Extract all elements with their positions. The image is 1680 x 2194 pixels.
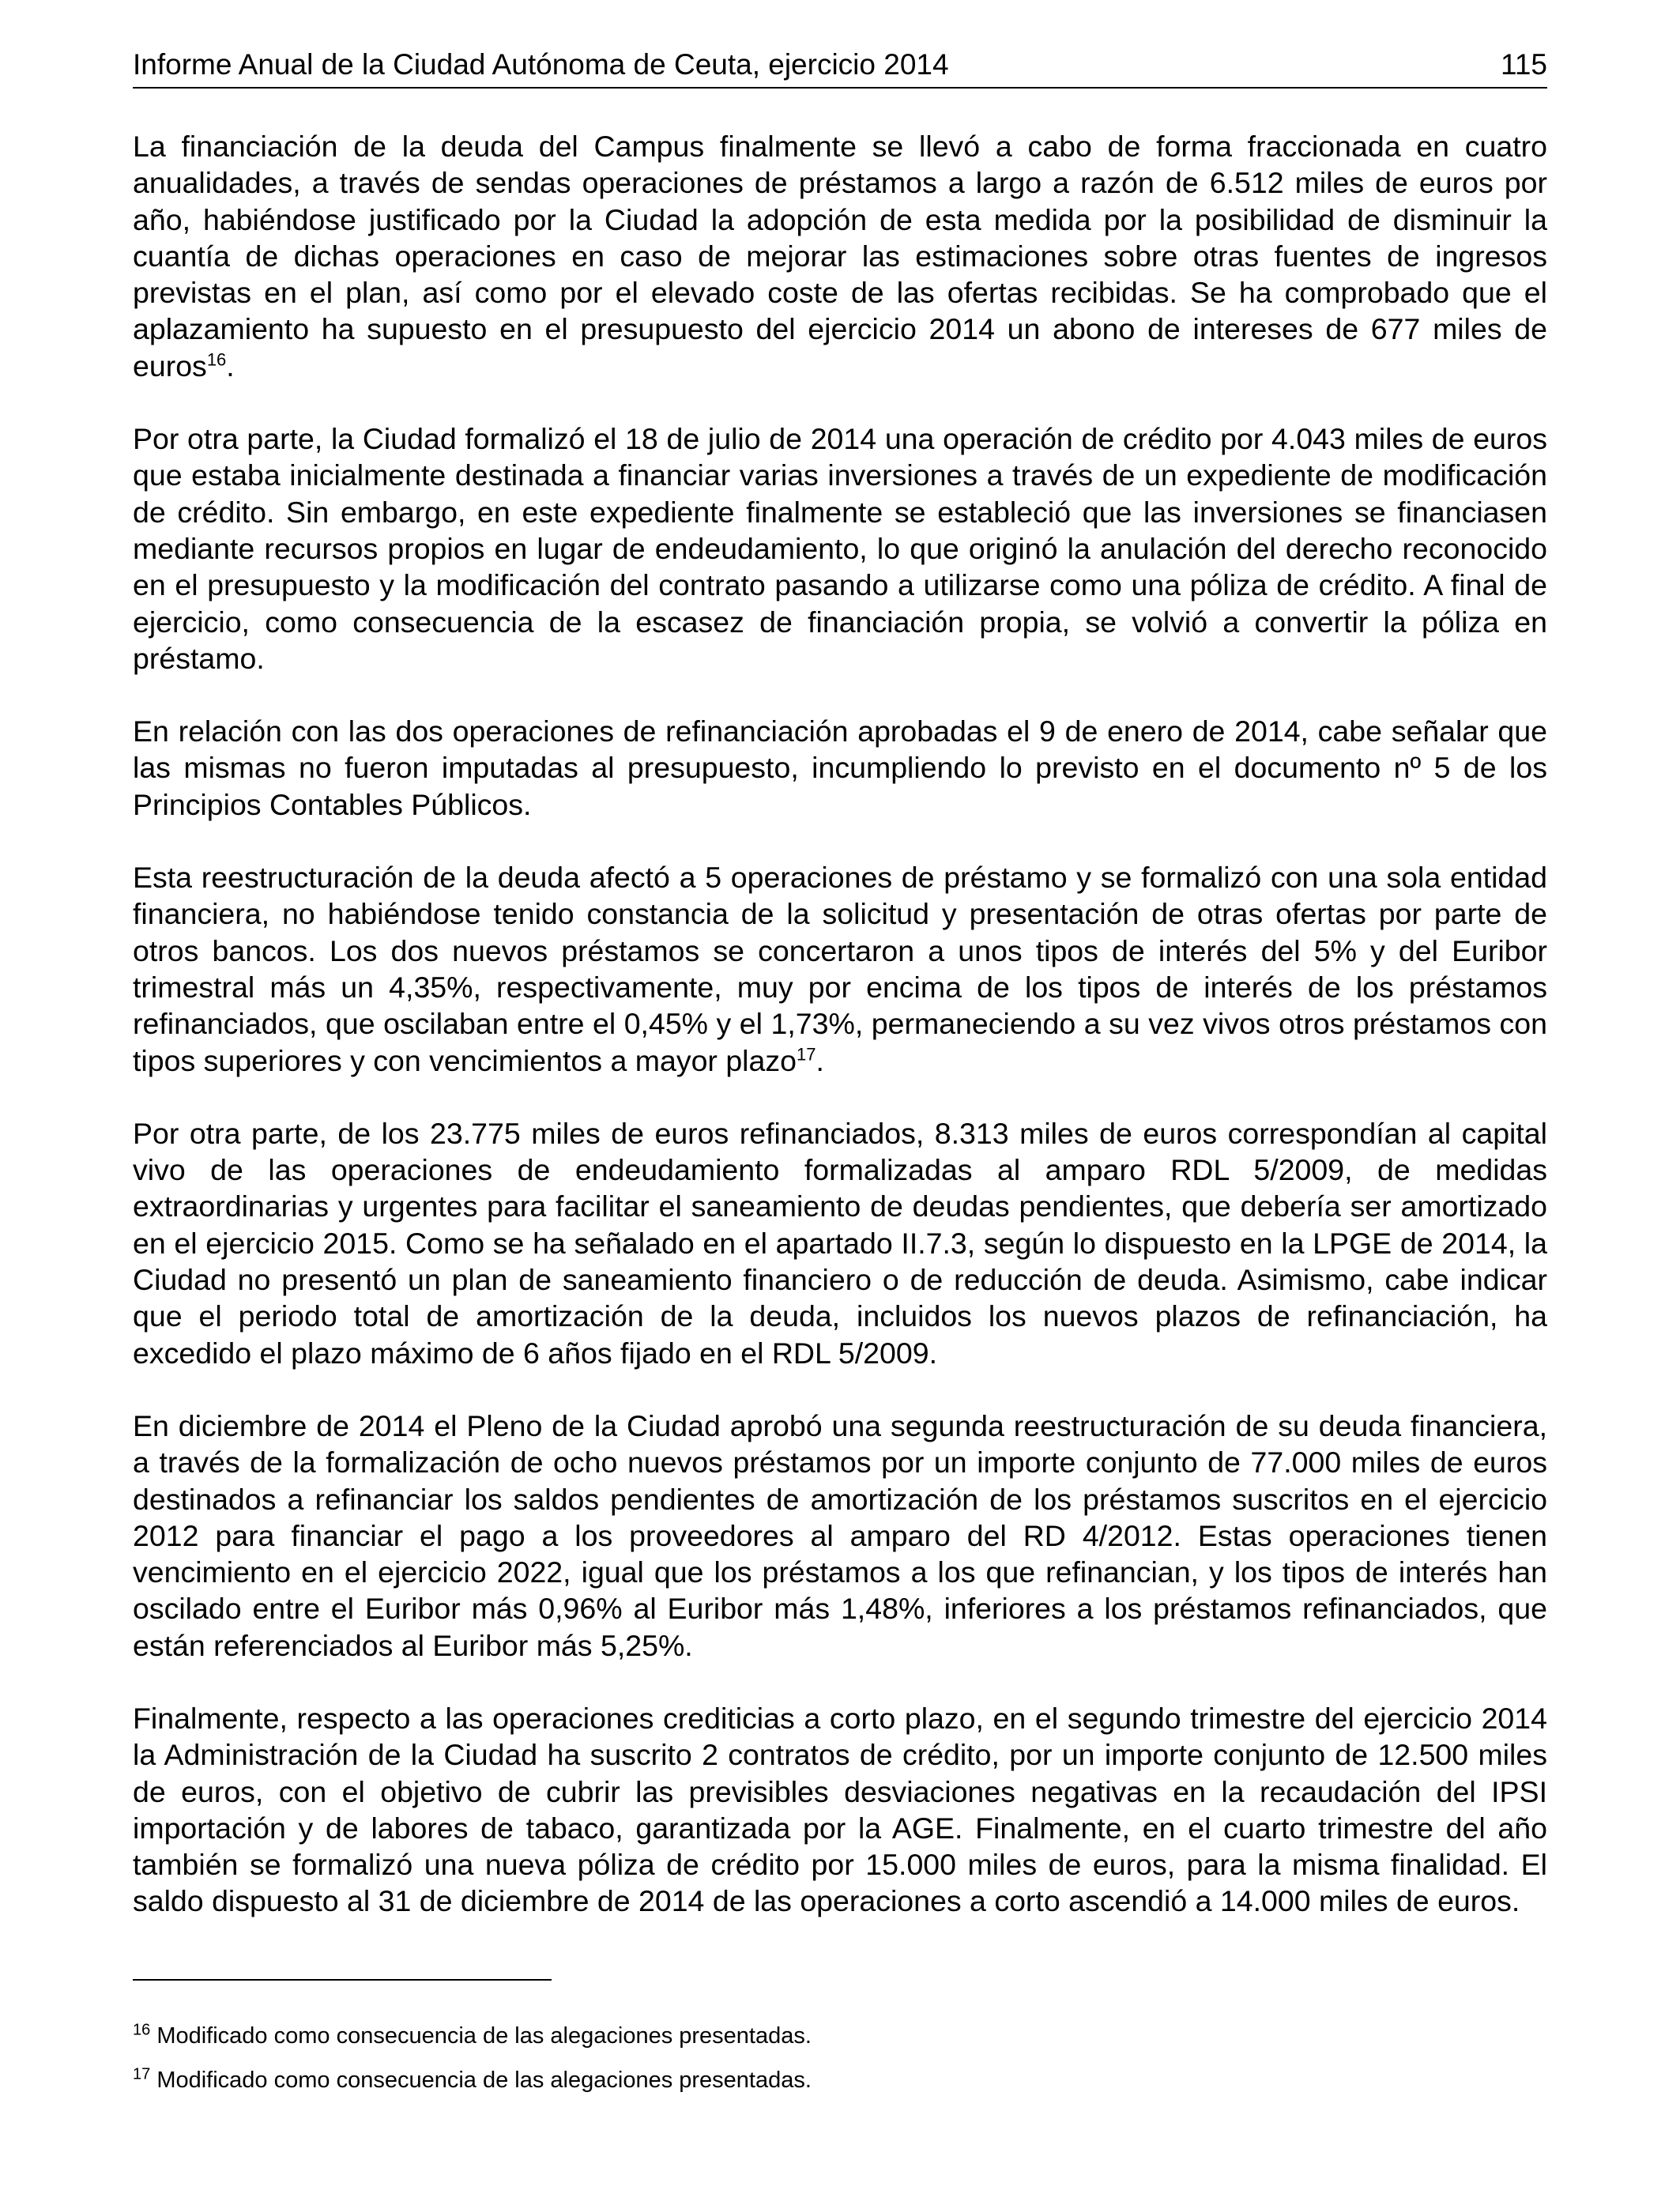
paragraph-text: En diciembre de 2014 el Pleno de la Ciudad aprobó una segunda reestructuración de su deuda financiera, a través de la formalización de ocho nuevos préstamos por un importe conjunto de 77.000 miles de euros destinados a refinanciar los saldos pendientes de amortización de los préstamos suscritos en el ejercicio 2012 para financiar el pago a los proveedores al amparo del RD 4/2012. Estas operaciones tienen vencimiento en el ejercicio 2022, igual que los préstamos a los que refinancian, y los tipos de interés han oscilado entre el Euribor más 0,96% al Euribor más 1,48%, inferiores a los préstamos refinanciados, que están referenciados al Euribor más 5,25%. [133,1408,1547,1662]
paragraph-text: En relación con las dos operaciones de refinanciación aprobadas el 9 de enero de 2014, cabe señalar que las mismas no fueron imputadas al presupuesto, incumpliendo lo previsto en el documento nº 5 de los Principios Contables Públicos. [133,714,1547,821]
paragraph-credit-operation [133,420,1547,677]
paragraph-text: Por otra parte, de los 23.775 miles de euros refinanciados, 8.313 miles de euros correspondían al capital vivo de las operaciones de endeudamiento formalizadas al amparo RDL 5/2009, de medidas extraordinarias y urgentes para facilitar el saneamiento de deudas pendientes, que debería ser amortizado en el ejercicio 2015. Como se ha señalado en el apartado II.7.3, según lo dispuesto en la LPGE de 2014, la Ciudad no presentó un plan de saneamiento financiero o de reducción de deuda. Asimismo, cabe indicar que el periodo total de amortización de la deuda, incluidos los nuevos plazos de refinanciación, ha excedido el plazo máximo de 6 años fijado en el RDL 5/2009. [133,1116,1547,1370]
footnote-text: Modificado como consecuencia de las alegaciones presentadas. [156,2068,812,2093]
paragraph-text: Esta reestructuración de la deuda afectó a 5 operaciones de préstamo y se formalizó con una sola entidad financiera, no habiéndose tenido constancia de la solicitud y presentación de otras ofertas por parte de otros bancos. Los dos nuevos préstamos se concertaron a unos tipos de interés del 5% y del Euribor trimestral más un 4,35%, respectivamente, muy por encima de los tipos de interés de los préstamos refinanciados, que oscilaban entre el 0,45% y el 1,73%, permaneciendo a su vez vivos otros préstamos con tipos superiores y con vencimientos a mayor plazo [133,861,1547,1077]
report-title: Informe Anual de la Ciudad Autónoma de Ceuta, ejercicio 2014 [133,48,949,81]
footnote-17 [133,2064,1547,2096]
footnote-ref-17[interactable]: 17 [796,1044,816,1065]
footnote-separator [133,1979,552,1981]
paragraph-text: Finalmente, respecto a las operaciones crediticias a corto plazo, en el segundo trimestre del ejercicio 2014 la Administración de la Ciudad ha suscrito 2 contratos de crédito, por un importe conjunto de 12.500 miles de euros, con el objetivo de cubrir las previsibles desviaciones negativas en la recaudación del IPSI importación y de labores de tabaco, garantizada por la AGE. Finalmente, en el cuarto trimestre del año también se formalizó una nueva póliza de crédito por 15.000 miles de euros, para la misma finalidad. El saldo dispuesto al 31 de diciembre de 2014 de las operaciones a corto ascendió a 14.000 miles de euros. [133,1701,1547,1918]
paragraph-text: La financiación de la deuda del Campus finalmente se llevó a cabo de forma fraccionada en cuatro anualidades, a través de sendas operaciones de préstamos a largo a razón de 6.512 miles de euros por año, habiéndose justificado por la Ciudad la adopción de esta medida por la posibilidad de disminuir la cuantía de dichas operaciones en caso de mejorar las estimaciones sobre otras fuentes de ingresos previstas en el plan, así como por el elevado coste de las ofertas recibidas. Se ha comprobado que el aplazamiento ha supuesto en el presupuesto del ejercicio 2014 un abono de intereses de 677 miles de euros [133,130,1547,383]
paragraph-campus-debt [133,128,1547,384]
paragraph-tail: . [226,349,235,383]
footnote-16 [133,2020,1547,2052]
paragraph-short-term-operations [133,1700,1547,1920]
footnote-number: 16 [133,2021,151,2039]
footnote-text: Modificado como consecuencia de las alegaciones presentadas. [156,2023,812,2049]
paragraph-refinancing-operations [133,713,1547,823]
page-header [133,46,1547,89]
footnotes [133,2020,1547,2109]
body-text [133,128,1547,1956]
paragraph-text: Por otra parte, la Ciudad formalizó el 18 de julio de 2014 una operación de crédito por 4.043 miles de euros que estaba inicialmente destinada a financiar varias inversiones a través de un expediente de modificación de crédito. Sin embargo, en este expediente finalmente se estableció que las inversiones se financiasen mediante recursos propios en lugar de endeudamiento, lo que originó la anulación del derecho reconocido en el presupuesto y la modificación del contrato pasando a utilizarse como una póliza de crédito. A final de ejercicio, como consecuencia de la escasez de financiación propia, se volvió a convertir la póliza en préstamo. [133,422,1547,675]
paragraph-tail: . [816,1043,824,1077]
paragraph-second-restructuring [133,1408,1547,1664]
paragraph-debt-restructuring [133,859,1547,1079]
page-number: 115 [1501,48,1547,81]
footnote-ref-16[interactable]: 16 [206,349,227,370]
footnote-number: 17 [133,2065,151,2083]
paragraph-refinanced-capital [133,1115,1547,1371]
